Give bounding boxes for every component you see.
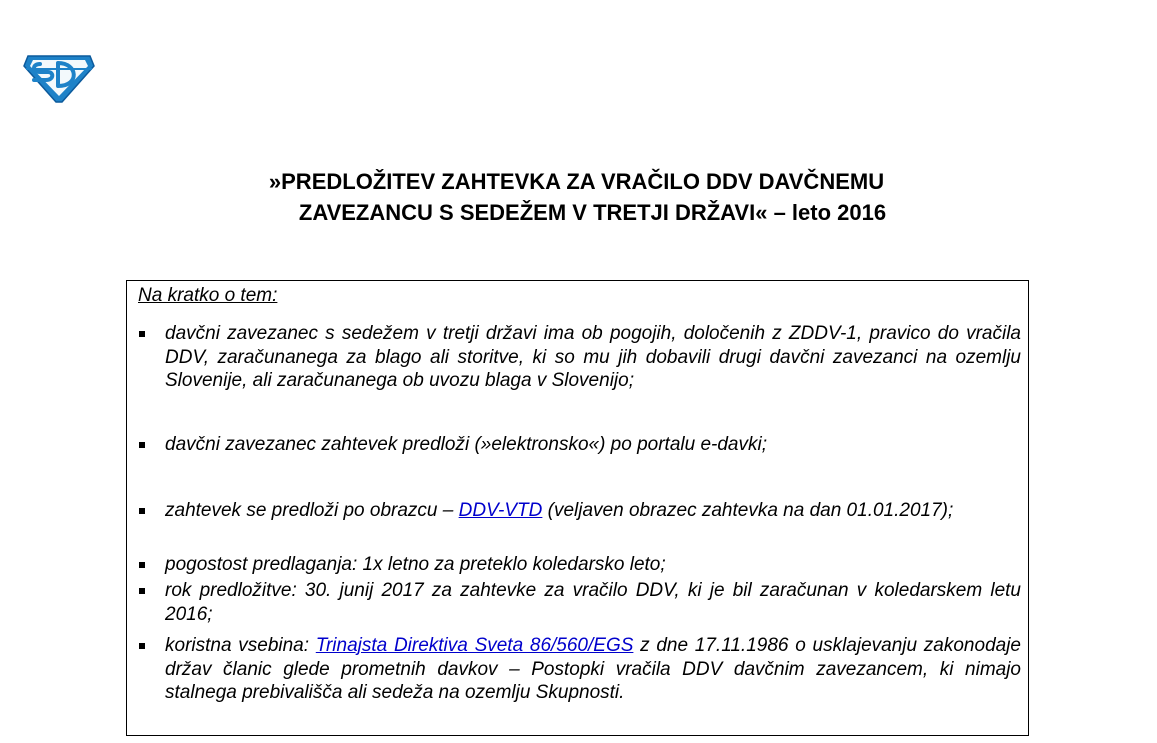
list-item-text: rok predložitve: 30. junij 2017 za zahtevke za vračilo DDV, ki je bil zaračunan v koledarskem letu 2016; xyxy=(165,580,1021,625)
bullet-icon xyxy=(139,508,145,514)
list-item-text: koristna vsebina: Trinajsta Direktiva Sveta 86/560/EGS z dne 17.11.1986 o usklajevanju zakonodaje držav članic glede prometnih davkov – Postopki vračila DDV davčnim zavezancem, ki nimajo stalnega prebivališča ali sedeža na ozemlju Skupnosti. xyxy=(165,635,1021,703)
fursd-logo xyxy=(22,50,96,104)
ddv-vtd-link[interactable]: DDV-VTD xyxy=(458,500,543,521)
bullet-icon xyxy=(139,588,145,594)
title-line-1: »PREDLOŽITEV ZAHTEVKA ZA VRAČILO DDV DAVČNEMU xyxy=(268,169,885,194)
bullet-icon xyxy=(139,562,145,568)
list-item-text: davčni zavezanec zahtevek predloži (»elektronsko«) po portalu e-davki; xyxy=(165,434,767,455)
bullet-icon xyxy=(139,442,145,448)
list-item-text: zahtevek se predloži po obrazcu – DDV-VTD (veljaven obrazec zahtevka na dan 01.01.2017); xyxy=(165,500,954,521)
list-item-text: pogostost predlaganja: 1x letno za preteklo koledarsko leto; xyxy=(165,554,666,575)
list-item-text: davčni zavezanec s sedežem v tretji državi ima ob pogojih, določenih z ZDDV-1, pravico do vračila DDV, zaračunanega za blago ali storitve, ki so mu jih dobavili drugi davčni zavezanci na ozemlju Slovenije, ali zaračunanega ob uvozu blaga v Slovenijo; xyxy=(165,323,1021,391)
bullet-icon xyxy=(139,331,145,337)
summary-box xyxy=(126,280,1029,736)
title-line-2: ZAVEZANCU S SEDEŽEM V TRETJI DRŽAVI« – leto 2016 xyxy=(298,200,887,225)
bullet-icon xyxy=(139,643,145,649)
directive-link[interactable]: Trinajsta Direktiva Sveta 86/560/EGS xyxy=(315,635,634,656)
summary-heading: Na kratko o tem: xyxy=(138,285,278,306)
document-title xyxy=(0,166,1157,228)
